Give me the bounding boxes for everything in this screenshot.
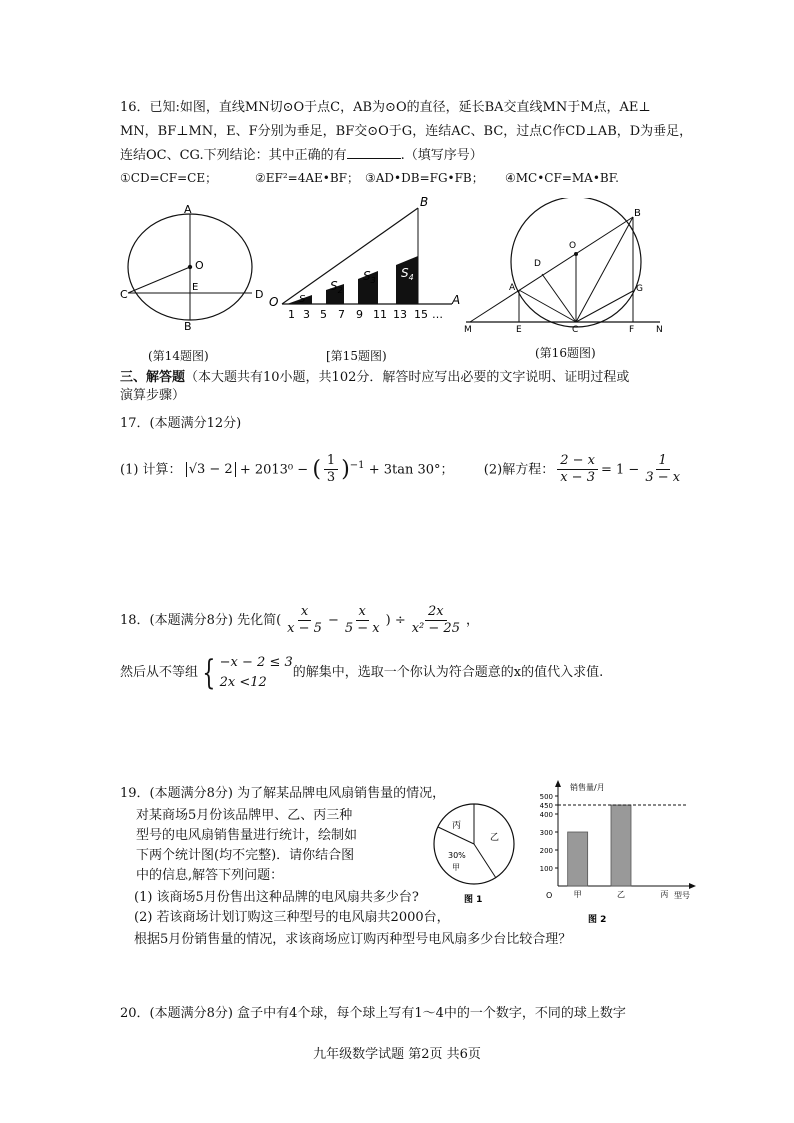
q16-line3-post: .（填写序号） (400, 148, 483, 163)
tick-13: 13 (393, 308, 407, 321)
q16-line3 (120, 146, 483, 166)
y-tick-label-200: 200 (539, 847, 553, 855)
q19-line4: 下两个统计图(均不完整)．请你结合图 (136, 848, 355, 863)
pie-label-pct: 30% (448, 851, 466, 860)
answer-blank (347, 158, 401, 159)
label-d: D (534, 259, 541, 269)
label-n: N (656, 325, 663, 335)
q19-line1: 19．(本题满分8分) 为了解某品牌电风扇销售量的情况， (120, 786, 446, 801)
label-s1: S (299, 294, 306, 305)
label-b: B (420, 195, 429, 209)
label-e: E (192, 282, 199, 293)
q18-ineq-1: −x − 2 ≤ 3 (219, 654, 293, 670)
label-a: A (452, 293, 461, 307)
tick-1: 1 (288, 308, 295, 321)
radius-oc (128, 267, 190, 293)
y-tick-label-450: 450 (539, 802, 553, 810)
q18-line2-pre: 然后从不等组 (120, 665, 199, 680)
bar-1 (611, 805, 631, 886)
line-mb (470, 217, 633, 322)
x-axis-arrow (689, 883, 696, 889)
tick-ellipsis: … (432, 308, 443, 321)
label-o: O (569, 241, 577, 251)
q17-part1-tail: + 3tan 30°； (368, 462, 454, 478)
y-tick-label-400: 400 (539, 811, 553, 819)
label-f: F (629, 325, 635, 335)
label-c: C (120, 288, 128, 301)
q19-question-2: (2) 若该商场计划订购这三种型号的电风扇共2000台， (134, 910, 450, 925)
q18-divide: ) ÷ (385, 613, 406, 628)
figure-15-caption: [第15题图) (326, 349, 387, 363)
label-d: D (255, 288, 264, 301)
q18-fraction-1: $\frac{x}{x - 5}$ (287, 604, 322, 636)
q18-fraction-2: $\frac{x}{5 - x}$ (344, 604, 380, 636)
label-s2: $S_2$ (330, 279, 343, 295)
section-3-desc2: 演算步骤） (120, 388, 186, 403)
q18-ineq-2: 2x <12 (219, 674, 267, 690)
pie-label-bing: 丙 (452, 821, 462, 831)
bar-chart-caption: 图 2 (588, 915, 607, 925)
q17-part1-label: (1) 计算： (120, 462, 182, 478)
bar-chart (530, 778, 705, 928)
q20-line1: 20．(本题满分8分) 盒子中有4个球，每个球上写有1～4中的一个数字，不同的球上数字 (120, 1006, 626, 1021)
q17-equations: (1) 计算： √3 − 2 + 2013⁰ − ( $\frac{1}{3}$ )$^{-1}$ + 3tan 30°； (2)解方程： $\frac{2 - x}{x - 3}$ = 1 − $\frac{1}{3 - x}$ (120, 448, 686, 488)
q16-option-3: ③AD•DB=FG•FB； (365, 171, 484, 185)
tick-9: 9 (356, 308, 363, 321)
figure-15 (262, 192, 467, 322)
q18-fraction-3: $\frac{2x}{\text{x² − 25}}$ (411, 604, 460, 636)
q18-line1 (120, 603, 479, 639)
q19-line2: 对某商场5月份该品牌甲、乙、丙三种 (136, 808, 353, 823)
y-tick-label-100: 100 (539, 865, 553, 873)
label-s4: $S_4$ (401, 266, 414, 282)
center-point (574, 252, 578, 256)
label-a: A (184, 203, 192, 216)
figure-16-caption: (第16题图) (535, 346, 596, 360)
q17-heading: 17．(本题满分12分) (120, 416, 242, 431)
q18-inequality-system (220, 653, 293, 693)
q17-fraction-lhs: $\frac{2 - x}{x - 3}$ (557, 453, 598, 486)
bar-0 (568, 832, 588, 886)
q17-part2-label: (2)解方程： (483, 462, 555, 478)
y-tick-label-500: 500 (539, 793, 553, 801)
section-3-desc1: （本大题共有10小题，共102分．解答时应写出必要的文字说明、证明过程或 (185, 370, 630, 385)
q18-line2-post: 的解集中，选取一个你认为符合题意的x的值代入求值. (292, 665, 604, 680)
page-footer: 九年级数学试题 第2页 共6页 (313, 1047, 481, 1062)
y-axis-arrow (555, 780, 561, 787)
label-c: C (572, 325, 579, 335)
label-g: G (636, 284, 643, 294)
q18-comma: ， (465, 613, 479, 628)
figure-16 (462, 198, 672, 336)
q16-option-4: ④MC•CF=MA•BF. (505, 171, 619, 185)
label-e: E (516, 325, 522, 335)
section-3-title: 三、解答题 (120, 370, 186, 385)
q18-line2: 然后从不等组 { −x − 2 ≤ 3 2x <12 的解集中，选取一个你认为符合题意的x的值代入求值. (120, 652, 604, 693)
q16-line3-pre: 连结OC、CG.下列结论：其中正确的有 (120, 148, 347, 163)
seg-cd (542, 274, 576, 322)
label-b: B (634, 208, 641, 219)
x-tick-label-2: 丙 (660, 890, 669, 899)
q17-equals: = 1 − (600, 462, 640, 478)
x-tick-label-1: 乙 (617, 890, 625, 899)
pie-label-jia: 甲 (452, 863, 460, 872)
q17-part1-mid: + 2013⁰ − (239, 462, 309, 478)
q17-abs-value: √3 − 2 (186, 462, 236, 477)
label-o: O (195, 259, 204, 272)
label-s3: $S_3$ (363, 269, 376, 285)
label-b: B (184, 320, 192, 333)
label-m: M (464, 325, 472, 335)
q16-options (120, 168, 619, 188)
x-axis-label: 型号 (674, 891, 690, 900)
q18-minus: − (327, 613, 339, 628)
tick-15: 15 (414, 308, 428, 321)
q19-question-1: (1) 该商场5月份售出这种品牌的电风扇共多少台? (134, 890, 419, 905)
pie-chart (428, 800, 523, 908)
tick-5: 5 (320, 308, 327, 321)
label-o: O (269, 295, 279, 309)
y-tick-label-300: 300 (539, 829, 553, 837)
q16-option-1: ①CD=CF=CE； (120, 171, 218, 185)
q17-exponent: −1 (349, 460, 365, 471)
tick-7: 7 (338, 308, 345, 321)
tick-labels (288, 308, 443, 321)
q16-option-2: ②EF²=4AE•BF； (255, 171, 359, 185)
pie-caption: 图 1 (464, 895, 483, 905)
q17-fraction-rhs: $\frac{1}{3 - x}$ (645, 453, 681, 486)
x-tick-label-0: 甲 (573, 890, 582, 899)
strip-4 (396, 256, 418, 304)
y-axis-label: 销售量/月 (570, 783, 605, 792)
q16-line1: 16．已知:如图，直线MN切⊙O于点C，AB为⊙O的直径，延长BA交直线MN于M点，AE⊥ (120, 100, 651, 115)
label-a: A (509, 283, 516, 293)
section-3-line1 (120, 368, 629, 388)
tick-11: 11 (373, 308, 387, 321)
q19-line3: 型号的电风扇销售量进行统计，绘制如 (136, 828, 358, 843)
q18-heading: 18．(本题满分8分) 先化简( (120, 613, 282, 628)
figure-14-caption: (第14题图) (148, 349, 209, 363)
center-point (188, 265, 192, 269)
figure-14 (118, 200, 268, 335)
origin-label: O (546, 891, 553, 900)
q19-question-2-cont: 根据5月份销售量的情况，求该商场应订购丙种型号电风扇多少台比较合理？ (134, 932, 572, 947)
q19-line5: 中的信息,解答下列问题： (136, 868, 284, 883)
pie-label-yi: 乙 (490, 833, 500, 843)
q17-fraction-1-3: $\frac{1}{3}$ (324, 453, 338, 486)
q16-line2: MN，BF⊥MN，E、F分别为垂足，BF交⊙O于G，连结AC、BC，过点C作CD⊥AB，D为垂足， (120, 124, 693, 139)
tick-3: 3 (303, 308, 310, 321)
